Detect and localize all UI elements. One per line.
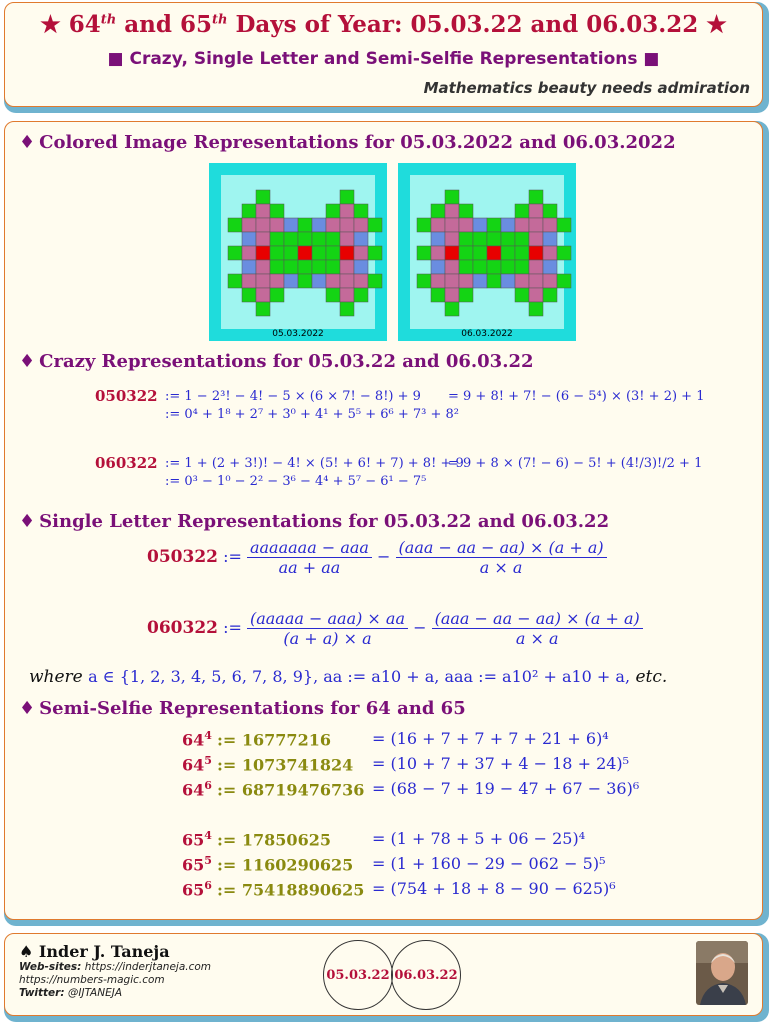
pattern-cell: [515, 246, 529, 260]
pattern-cell: [284, 274, 298, 288]
pattern-cell: [340, 204, 354, 218]
pattern-cell: [242, 218, 256, 232]
pattern-cell: [431, 274, 445, 288]
denominator: a × a: [515, 629, 559, 648]
date-circle-2: 06.03.22: [391, 940, 461, 1010]
pattern-cell: [543, 218, 557, 232]
star-icon: ★: [40, 11, 61, 38]
diamond-icon: ♦: [19, 698, 36, 719]
where-line: [29, 667, 667, 687]
pattern-cell: [256, 190, 270, 204]
pattern-cell: [459, 274, 473, 288]
where-math: a ∈ {1, 2, 3, 4, 5, 6, 7, 8, 9}, aa := a10 + a, aaa := a10² + a10 + a,: [88, 667, 631, 686]
semi-base: 64: [182, 730, 205, 750]
pattern-cell: [326, 232, 340, 246]
semi-value: := 16777216: [217, 730, 331, 750]
pattern-cell: [242, 232, 256, 246]
where-word: where: [29, 667, 83, 687]
denominator: (a + a) × a: [283, 629, 372, 648]
footer-panel: [4, 933, 763, 1016]
pattern-cell: [242, 246, 256, 260]
crazy-eq: = 9 + 8! + 7! − (6 − 5⁴) × (3! + 2) + 1: [448, 389, 705, 404]
pattern-cell: [312, 218, 326, 232]
fraction: [432, 609, 643, 648]
pattern-cell: [515, 218, 529, 232]
pattern-cell: [298, 218, 312, 232]
pattern-cell: [543, 288, 557, 302]
section-heading-colored: [19, 132, 676, 153]
pattern-cell: [368, 218, 382, 232]
pattern-cell: [431, 204, 445, 218]
pattern-cell: [431, 288, 445, 302]
pattern-cell: [529, 288, 543, 302]
semi-exp: 6: [204, 879, 212, 892]
pattern-cell: [256, 246, 270, 260]
where-etc: etc.: [635, 667, 668, 687]
pattern-cell: [557, 274, 571, 288]
pattern-cell: [242, 204, 256, 218]
pattern-cell: [445, 288, 459, 302]
semi-exp: 4: [204, 729, 212, 742]
single-letter-row-1: [147, 538, 607, 577]
website-link-2[interactable]: https://numbers-magic.com: [19, 974, 165, 986]
pattern-cell: [256, 204, 270, 218]
pattern-cell: [270, 218, 284, 232]
pattern-cell: [256, 260, 270, 274]
semi-base: 65: [182, 830, 205, 850]
assign-sign: :=: [223, 547, 242, 566]
pattern-cell: [459, 246, 473, 260]
pattern-cell: [228, 246, 242, 260]
pattern-cell: [529, 218, 543, 232]
pattern-cell: [326, 204, 340, 218]
pattern-cell: [340, 302, 354, 316]
pattern-cell: [515, 260, 529, 274]
pattern-cell: [340, 260, 354, 274]
pattern-cell: [515, 232, 529, 246]
pattern-cell: [270, 204, 284, 218]
pattern-cell: [543, 274, 557, 288]
pattern-cell: [487, 274, 501, 288]
pattern-cell: [354, 260, 368, 274]
pattern-cell: [417, 246, 431, 260]
pattern-cell: [284, 260, 298, 274]
pattern-cell: [270, 246, 284, 260]
pattern-cell: [270, 260, 284, 274]
pattern-cell: [529, 204, 543, 218]
pattern-cell: [473, 274, 487, 288]
pattern-cell: [340, 232, 354, 246]
pattern-cell: [242, 288, 256, 302]
pattern-cell: [459, 260, 473, 274]
pattern-cell: [473, 218, 487, 232]
semi-value: := 17850625: [217, 830, 331, 850]
pattern-cell: [354, 218, 368, 232]
pattern-cell: [557, 246, 571, 260]
minus-sign: −: [377, 547, 391, 566]
main-frame: [4, 121, 769, 926]
pattern-cell: [417, 218, 431, 232]
semi-selfie-row: [182, 879, 616, 900]
title-text: and 65: [116, 11, 212, 38]
page-subtitle: ■ Crazy, Single Letter and Semi-Selfie Representations ■: [107, 49, 660, 69]
pattern-cell: [326, 288, 340, 302]
minus-sign: −: [413, 618, 427, 637]
pattern-cell: [543, 260, 557, 274]
pattern-cell: [445, 218, 459, 232]
pattern-cell: [340, 288, 354, 302]
pattern-cell: [242, 274, 256, 288]
name-text: Inder J. Taneja: [38, 942, 170, 961]
pattern-cell: [473, 232, 487, 246]
pattern-cell: [270, 274, 284, 288]
crazy-eq: = 9 + 8 × (7! − 6) − 5! + (4!/3)!/2 + 1: [448, 456, 703, 471]
pattern-cell: [529, 302, 543, 316]
assign-sign: :=: [223, 618, 242, 637]
semi-selfie-row: [182, 854, 606, 875]
page-title: [5, 11, 762, 38]
pattern-cell: [312, 246, 326, 260]
pattern-cell: [298, 246, 312, 260]
pattern-cell: [529, 274, 543, 288]
fraction: [396, 538, 607, 577]
numerator: (aaaaa − aaa) × aa: [247, 609, 408, 629]
pattern-cell: [368, 246, 382, 260]
pattern-cell: [298, 232, 312, 246]
pattern-cell: [473, 260, 487, 274]
pattern-cell: [354, 204, 368, 218]
pattern-cell: [487, 232, 501, 246]
pattern-cell: [270, 232, 284, 246]
title-text: 64: [68, 11, 101, 38]
semi-exp: 6: [204, 779, 212, 792]
pattern-cell: [256, 288, 270, 302]
pattern-cell: [431, 260, 445, 274]
semi-selfie-row: [182, 829, 586, 850]
semi-exp: 4: [204, 829, 212, 842]
pattern-cell: [487, 218, 501, 232]
image-label: 05.03.2022: [272, 329, 324, 339]
twitter-line: [19, 987, 122, 999]
crazy-eq: := 1 + (2 + 3!)! − 4! × (5! + 6! + 7) + 8! + 9: [165, 456, 464, 471]
pattern-cell: [256, 218, 270, 232]
semi-expr: = (1 + 78 + 5 + 06 − 25)⁴: [372, 829, 586, 848]
websites-line: [19, 961, 211, 973]
pattern-cell: [354, 232, 368, 246]
pattern-cell: [417, 274, 431, 288]
pattern-cell: [270, 288, 284, 302]
pattern-cell: [529, 260, 543, 274]
semi-expr: = (754 + 18 + 8 − 90 − 625)⁶: [372, 879, 616, 898]
denominator: a × a: [479, 558, 523, 577]
fraction: [247, 609, 408, 648]
single-number: 060322: [147, 618, 218, 638]
pattern-cell: [312, 274, 326, 288]
pattern-cell: [284, 246, 298, 260]
pattern-cell: [326, 218, 340, 232]
pattern-cell: [487, 246, 501, 260]
pattern-cell: [431, 232, 445, 246]
author-name: [19, 942, 170, 961]
pattern-cell: [459, 218, 473, 232]
crazy-eq: := 0³ − 1⁰ − 2² − 3⁶ − 4⁴ + 5⁷ − 6¹ − 7⁵: [165, 474, 427, 489]
title-sup: th: [211, 12, 228, 28]
pattern-cell: [431, 246, 445, 260]
section-title: Crazy Representations for 05.03.22 and 06.03.22: [39, 351, 534, 372]
pattern-cell: [340, 274, 354, 288]
twitter-label: Twitter:: [19, 987, 65, 999]
pattern-cell: [256, 274, 270, 288]
numerator: aaaaaaa − aaa: [247, 538, 372, 558]
pattern-cell: [298, 274, 312, 288]
pattern-cell: [543, 232, 557, 246]
pattern-svg: [398, 163, 576, 341]
pattern-cell: [459, 232, 473, 246]
crazy-eq: := 1 − 2³! − 4! − 5 × (6 × 7! − 8!) + 9: [165, 389, 421, 404]
crazy-eq: := 0⁴ + 1⁸ + 2⁷ + 3⁰ + 4¹ + 5⁵ + 6⁶ + 7³ + 8²: [165, 407, 460, 422]
pattern-cell: [543, 246, 557, 260]
colored-image-1: [209, 163, 387, 341]
pattern-cell: [501, 246, 515, 260]
pattern-cell: [340, 246, 354, 260]
section-title: Colored Image Representations for 05.03.2022 and 06.03.2022: [39, 132, 676, 153]
pattern-cell: [501, 260, 515, 274]
single-letter-row-2: [147, 609, 643, 648]
star-icon: ★: [706, 11, 727, 38]
author-photo: [696, 941, 748, 1005]
semi-expr: = (16 + 7 + 7 + 7 + 21 + 6)⁴: [372, 729, 609, 748]
section-title: Semi-Selfie Representations for 64 and 65: [39, 698, 466, 719]
pattern-cell: [284, 232, 298, 246]
pattern-cell: [340, 190, 354, 204]
semi-base: 64: [182, 780, 205, 800]
semi-expr: = (1 + 160 − 29 − 062 − 5)⁵: [372, 854, 606, 873]
pattern-cell: [459, 288, 473, 302]
numerator: (aaa − aa − aa) × (a + a): [432, 609, 643, 629]
pattern-cell: [256, 232, 270, 246]
semi-value: := 1073741824: [217, 755, 354, 775]
person-icon: [696, 941, 748, 1005]
section-heading-single: [19, 511, 609, 532]
website-link-1[interactable]: https://inderjtaneja.com: [84, 961, 212, 973]
main-panel: [4, 121, 763, 920]
semi-value: := 1160290625: [217, 855, 354, 875]
semi-base: 64: [182, 755, 205, 775]
pattern-cell: [459, 204, 473, 218]
pattern-cell: [557, 218, 571, 232]
crazy-number-1: 050322: [95, 387, 158, 405]
header-panel: [4, 2, 763, 107]
pattern-cell: [445, 232, 459, 246]
pattern-cell: [312, 232, 326, 246]
pattern-cell: [515, 204, 529, 218]
crazy-number-2: 060322: [95, 454, 158, 472]
web-label: Web-sites:: [19, 961, 82, 973]
header-frame: [4, 2, 769, 113]
pattern-cell: [515, 288, 529, 302]
semi-expr: = (10 + 7 + 37 + 4 − 18 + 24)⁵: [372, 754, 630, 773]
diamond-icon: ♦: [19, 351, 36, 372]
pattern-cell: [326, 246, 340, 260]
diamond-icon: ♦: [19, 511, 36, 532]
pattern-cell: [228, 274, 242, 288]
pattern-cell: [354, 274, 368, 288]
pattern-cell: [445, 246, 459, 260]
semi-selfie-row: [182, 754, 630, 775]
pattern-cell: [326, 274, 340, 288]
pattern-cell: [445, 190, 459, 204]
semi-value: := 68719476736: [217, 780, 365, 800]
diamond-icon: ♦: [19, 132, 36, 153]
pattern-cell: [501, 218, 515, 232]
pattern-cell: [312, 260, 326, 274]
semi-selfie-row: [182, 779, 640, 800]
pattern-cell: [228, 218, 242, 232]
pattern-cell: [284, 218, 298, 232]
pattern-svg: [209, 163, 387, 341]
semi-expr: = (68 − 7 + 19 − 47 + 67 − 36)⁶: [372, 779, 640, 798]
section-heading-crazy: [19, 351, 534, 372]
single-number: 050322: [147, 547, 218, 567]
pattern-cell: [501, 232, 515, 246]
pattern-cell: [340, 218, 354, 232]
title-sup: th: [100, 12, 117, 28]
section-heading-semi: [19, 698, 466, 719]
pattern-cell: [473, 246, 487, 260]
pattern-cell: [529, 232, 543, 246]
colored-image-2: [398, 163, 576, 341]
numerator: (aaa − aa − aa) × (a + a): [396, 538, 607, 558]
pattern-cell: [445, 204, 459, 218]
semi-selfie-row: [182, 729, 609, 750]
pattern-cell: [487, 260, 501, 274]
twitter-handle[interactable]: @IJTANEJA: [67, 987, 123, 999]
motto: Mathematics beauty needs admiration: [423, 79, 750, 97]
pattern-cell: [326, 260, 340, 274]
title-text: Days of Year: 05.03.22 and 06.03.22: [227, 11, 699, 38]
pattern-cell: [529, 246, 543, 260]
pattern-cell: [368, 274, 382, 288]
semi-exp: 5: [204, 754, 212, 767]
pattern-cell: [354, 288, 368, 302]
fraction: [247, 538, 372, 577]
spade-icon: ♠: [19, 942, 34, 961]
footer-frame: [4, 933, 769, 1022]
semi-base: 65: [182, 880, 205, 900]
pattern-cell: [445, 260, 459, 274]
pattern-cell: [242, 260, 256, 274]
pattern-cell: [515, 274, 529, 288]
semi-value: := 75418890625: [217, 880, 365, 900]
semi-base: 65: [182, 855, 205, 875]
pattern-cell: [431, 218, 445, 232]
pattern-cell: [445, 274, 459, 288]
image-label: 06.03.2022: [461, 329, 513, 339]
pattern-cell: [543, 204, 557, 218]
pattern-cell: [445, 302, 459, 316]
section-title: Single Letter Representations for 05.03.22 and 06.03.22: [39, 511, 610, 532]
pattern-cell: [501, 274, 515, 288]
semi-exp: 5: [204, 854, 212, 867]
date-circle-1: 05.03.22: [323, 940, 393, 1010]
pattern-cell: [354, 246, 368, 260]
pattern-cell: [529, 190, 543, 204]
pattern-cell: [298, 260, 312, 274]
denominator: aa + aa: [278, 558, 341, 577]
pattern-cell: [256, 302, 270, 316]
